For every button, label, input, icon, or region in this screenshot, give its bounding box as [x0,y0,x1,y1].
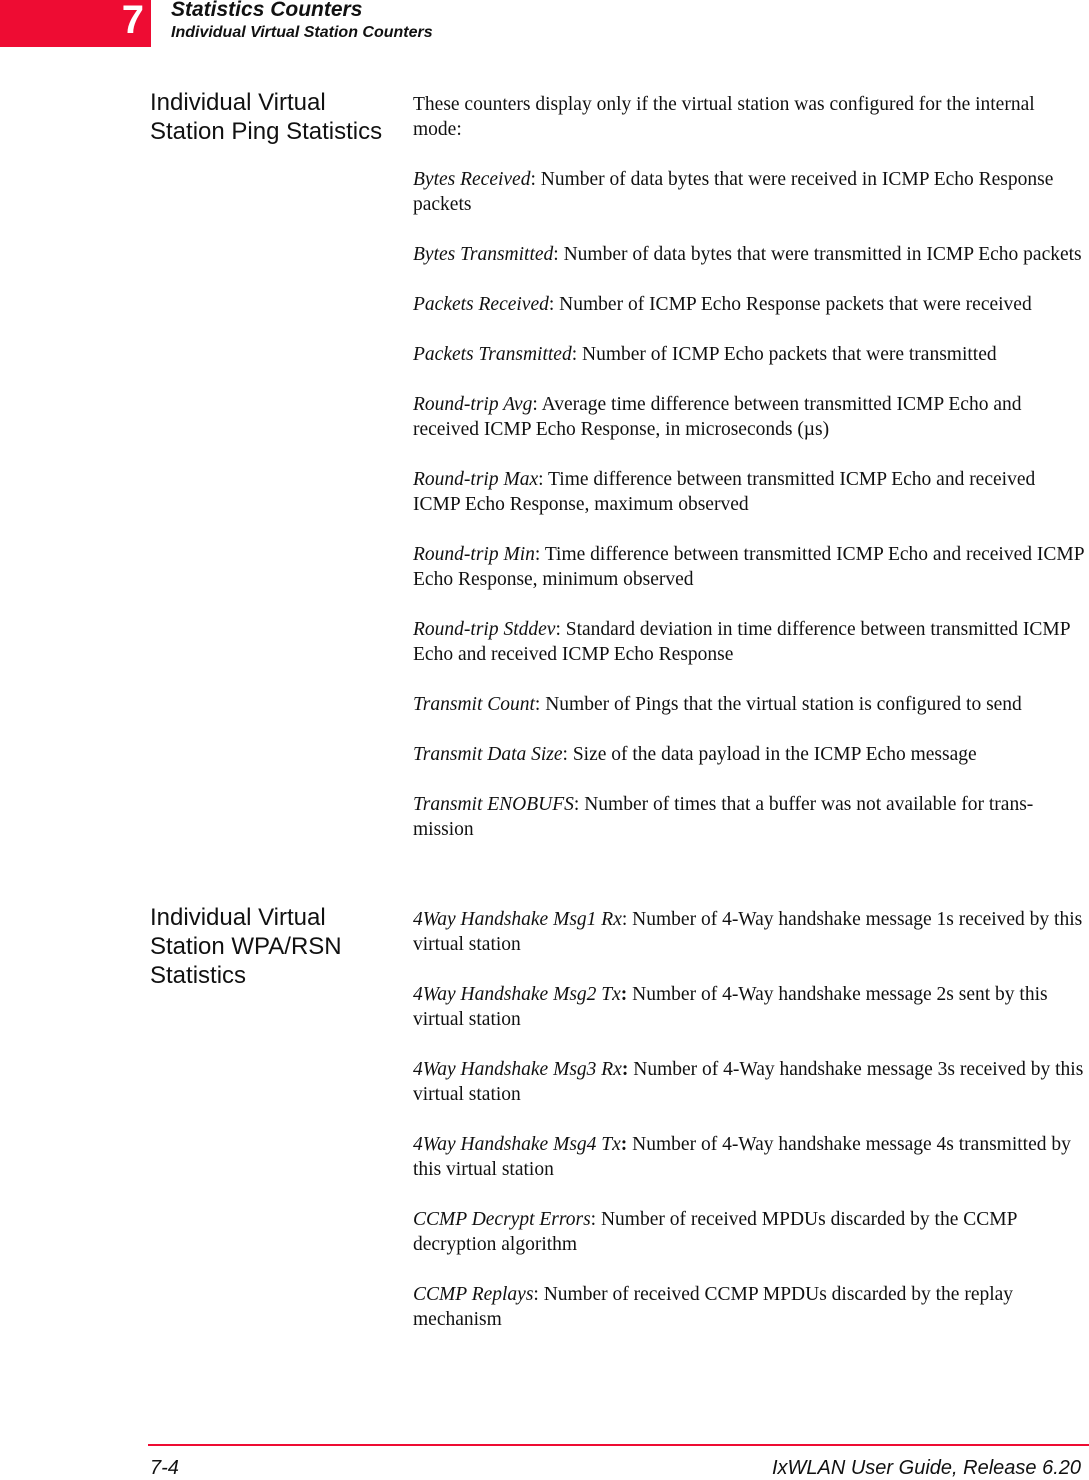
counter-definition [413,982,1087,1032]
counter-description: Standard deviation in time difference between transmitted ICMP Echo and received ICMP Echo Response [413,619,1070,665]
term-separator: : [573,794,580,815]
term-separator: : [530,169,536,190]
counter-definition [413,742,1087,767]
counter-description: Number of ICMP Echo packets that were transmitted [577,344,997,365]
term-separator: : [571,344,578,365]
counter-definition [413,342,1087,367]
term-separator: : [548,294,555,315]
term-separator: : [620,984,628,1005]
term-separator: : [555,619,561,640]
term-separator: : [620,1134,628,1155]
counter-description: Number of 4-Way handshake message 4s transmitted by this virtual station [413,1134,1071,1180]
counter-term: Transmit ENOBUFS [413,794,574,815]
counter-term: 4Way Handshake Msg1 Rx [413,909,622,930]
counter-definition [413,167,1087,217]
counter-definition [413,1057,1087,1107]
counter-term: Round-trip Max [413,469,539,490]
term-separator: : [621,909,628,930]
counter-term: Transmit Data Size [413,744,563,765]
term-separator: : [621,1059,629,1080]
counter-definition [413,392,1087,442]
running-header-subtitle: Individual Virtual Station Counters [171,24,433,41]
counter-definition [413,692,1087,717]
counter-term: Packets Received [413,294,549,315]
counter-definition [413,1207,1087,1257]
counter-term: Round-trip Min [413,544,535,565]
counter-term: Round-trip Stddev [413,619,556,640]
counter-description: Size of the data payload in the ICMP Echo message [567,744,977,765]
counter-description: Number of times that a buffer was not available for trans-mission [413,794,1034,840]
term-separator: : [538,469,544,490]
counter-term: CCMP Replays [413,1284,534,1305]
section-heading-ping: Individual Virtual Station Ping Statistics [150,89,383,145]
term-separator: : [590,1209,597,1230]
counter-description: Number of 4-Way handshake message 3s received by this virtual station [413,1059,1084,1105]
counter-term: 4Way Handshake Msg3 Rx [413,1059,622,1080]
counter-description: Number of 4-Way handshake message 1s received by this virtual station [413,909,1083,955]
counter-definition [413,542,1087,592]
chapter-tab [0,0,151,47]
counter-term: Bytes Transmitted [413,244,554,265]
term-separator: : [533,1284,539,1305]
chapter-number: 7 [121,0,144,42]
section-intro: These counters display only if the virtual station was configured for the internal mode: [413,94,1035,140]
counter-description: Number of received MPDUs discarded by the CCMP decryption algorithm [413,1209,1017,1255]
counter-description: Time difference between transmitted ICMP Echo and received ICMP Echo Response, maximum observed [413,469,1036,515]
term-separator: : [534,694,541,715]
counter-definition [413,792,1087,842]
counter-description: Number of Pings that the virtual station is configured to send [540,694,1022,715]
counter-definition [413,292,1087,317]
counter-description: Time difference between transmitted ICMP Echo and received ICMP Echo Response, minimum observed [413,544,1084,590]
counter-definition [413,907,1087,957]
counter-description: Average time difference between transmitted ICMP Echo and received ICMP Echo Response, in microseconds (µs) [413,394,1022,440]
term-separator: : [553,244,559,265]
counter-term: Transmit Count [413,694,535,715]
counter-definition [413,467,1087,517]
counter-description: Number of ICMP Echo Response packets that were received [554,294,1032,315]
counter-definition [413,1132,1087,1182]
counter-description: Number of data bytes that were transmitted in ICMP Echo packets [558,244,1082,265]
page-number: 7-4 [150,1457,179,1479]
counter-term: Packets Transmitted [413,344,572,365]
counter-description: Number of received CCMP MPDUs discarded by the replay mechanism [413,1284,1014,1330]
footer-rule [148,1444,1089,1446]
running-header-title: Statistics Counters [171,0,363,21]
section-heading-wpa-rsn: Individual Virtual Station WPA/RSN Statistics [150,904,342,989]
term-separator: : [534,544,541,565]
counter-description: Number of data bytes that were received in ICMP Echo Response packets [413,169,1054,215]
counter-term: 4Way Handshake Msg4 Tx [413,1134,621,1155]
counter-term: CCMP Decrypt Errors [413,1209,591,1230]
section-body-wpa-rsn [413,907,1087,1357]
counter-definition [413,1282,1087,1332]
term-separator: : [562,744,568,765]
counter-description: Number of 4-Way handshake message 2s sent by this virtual station [413,984,1048,1030]
counter-term: 4Way Handshake Msg2 Tx [413,984,621,1005]
section-body-ping [413,92,1087,867]
counter-definition [413,242,1087,267]
counter-term: Bytes Received [413,169,531,190]
term-separator: : [532,394,538,415]
counter-definition [413,617,1087,667]
document-title: IxWLAN User Guide, Release 6.20 [771,1457,1081,1479]
counter-term: Round-trip Avg [413,394,533,415]
